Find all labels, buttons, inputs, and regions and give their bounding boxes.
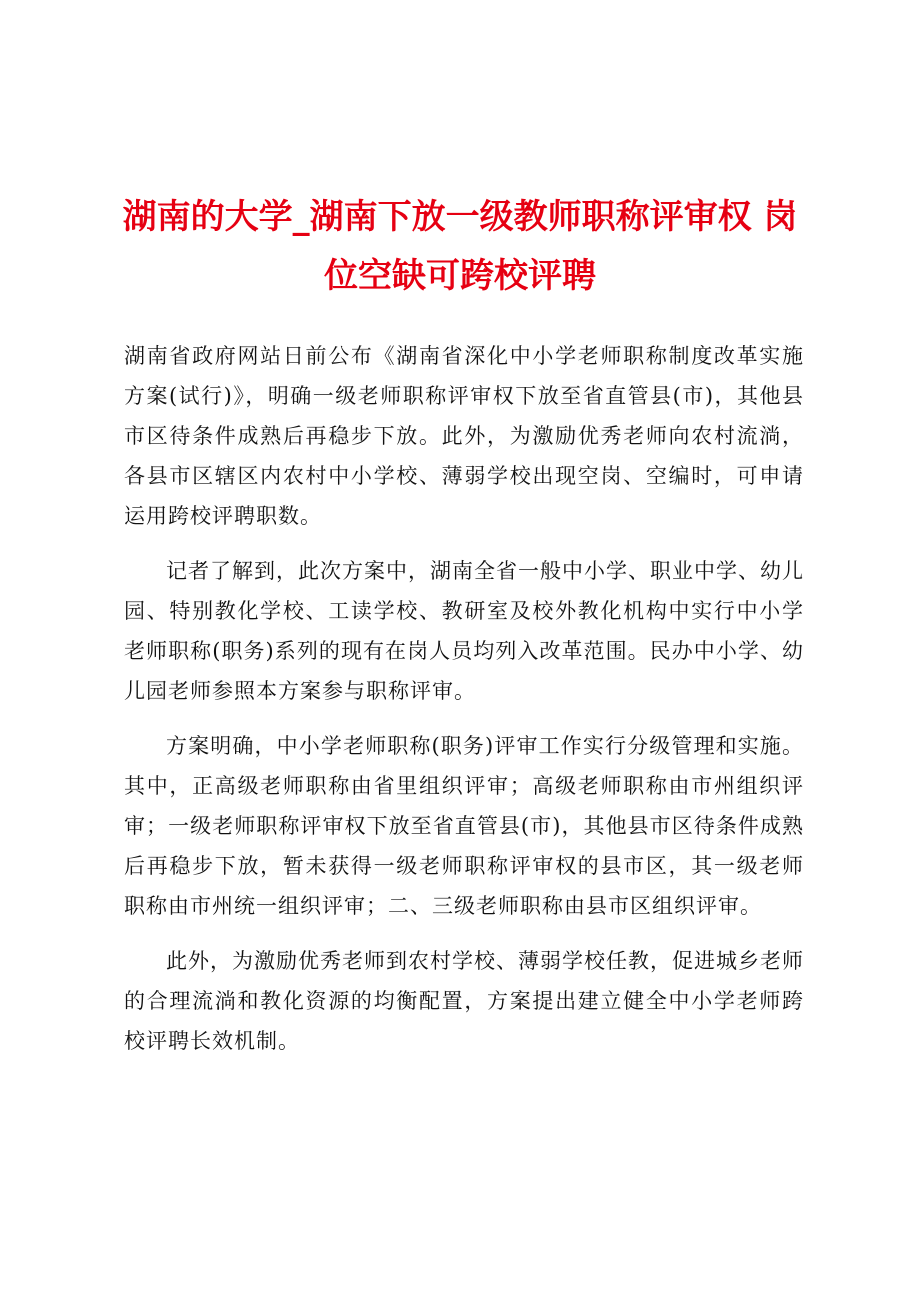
paragraph-4: 此外，为激励优秀老师到农村学校、薄弱学校任教，促进城乡老师的合理流淌和教化资源的均衡配置，方案提出建立健全中小学老师跨校评聘长效机制。 (124, 949, 804, 1053)
title-line-1: 湖南的大学_湖南下放一级教师职称评审权 岗 (122, 197, 798, 237)
document-body (124, 336, 804, 1076)
document-title (100, 188, 820, 306)
paragraph-1: 湖南省政府网站日前公布《湖南省深化中小学老师职称制度改革实施方案(试行)》，明确一级老师职称评审权下放至省直管县(市)，其他县市区待条件成熟后再稳步下放。此外，为激励优秀老师向农村流淌，各县市区辖区内农村中小学校、薄弱学校出现空岗、空编时，可申请运用跨校评聘职数。 (124, 344, 804, 528)
paragraph-2: 记者了解到，此次方案中，湖南全省一般中小学、职业中学、幼儿园、特别教化学校、工读学校、教研室及校外教化机构中实行中小学老师职称(职务)系列的现有在岗人员均列入改革范围。民办中小学、幼儿园老师参照本方案参与职称评审。 (124, 559, 804, 703)
paragraph-3: 方案明确，中小学老师职称(职务)评审工作实行分级管理和实施。其中，正高级老师职称由省里组织评审；高级老师职称由市州组织评审；一级老师职称评审权下放至省直管县(市)，其他县市区待条件成熟后再稳步下放，暂未获得一级老师职称评审权的县市区，其一级老师职称由市州统一组织评审；二、三级老师职称由县市区组织评审。 (124, 734, 804, 918)
title-line-2: 位空缺可跨校评聘 (324, 256, 596, 296)
